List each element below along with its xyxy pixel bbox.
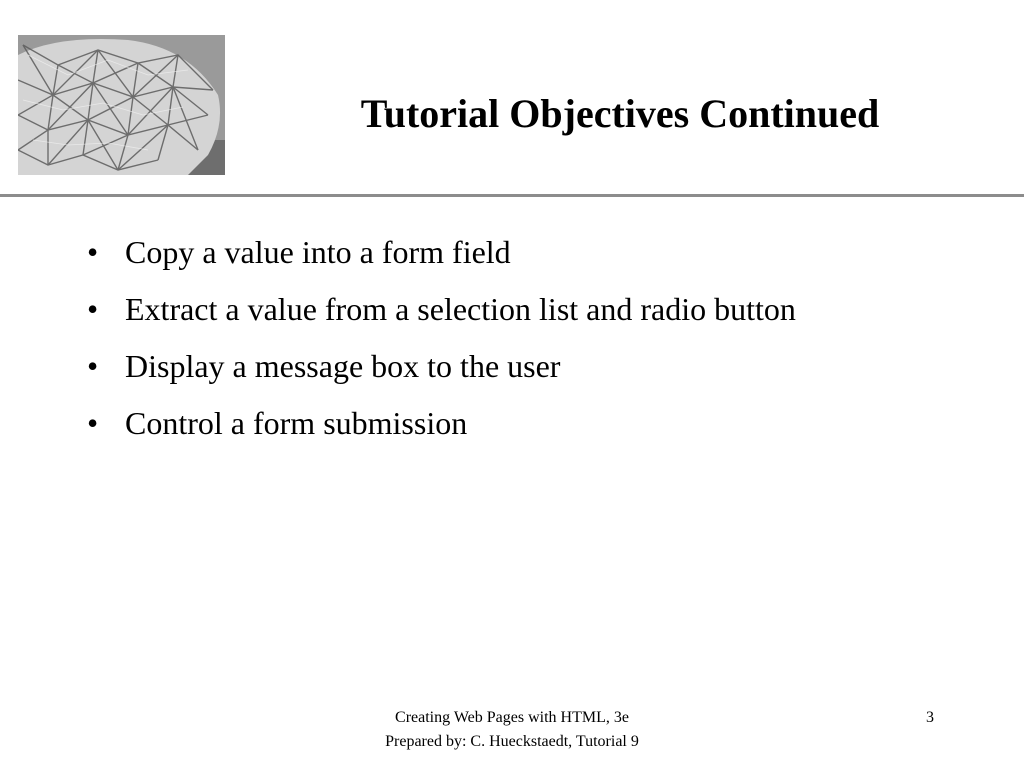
page-number: 3	[926, 709, 934, 726]
slide-footer	[312, 706, 712, 754]
bullet-item	[85, 401, 885, 446]
title-divider	[0, 194, 1024, 197]
bullet-icon: •	[87, 291, 99, 327]
bullet-text: Display a message box to the user	[125, 348, 561, 384]
bullet-item	[85, 287, 885, 332]
bullet-text: Extract a value from a selection list and radio button	[125, 291, 796, 327]
footer-line-1: Creating Web Pages with HTML, 3e	[395, 709, 629, 726]
bullet-item	[85, 230, 885, 275]
bullet-text: Control a form submission	[125, 405, 468, 441]
footer-line-2: Prepared by: C. Hueckstaedt, Tutorial 9	[385, 733, 639, 750]
slide-title: Tutorial Objectives Continued	[360, 91, 880, 136]
geodesic-dome-image	[18, 35, 225, 175]
bullet-icon: •	[87, 348, 99, 384]
bullet-icon: •	[87, 234, 99, 270]
bullet-icon: •	[87, 405, 99, 441]
bullet-list	[85, 230, 885, 458]
bullet-text: Copy a value into a form field	[125, 234, 511, 270]
bullet-item	[85, 344, 885, 389]
